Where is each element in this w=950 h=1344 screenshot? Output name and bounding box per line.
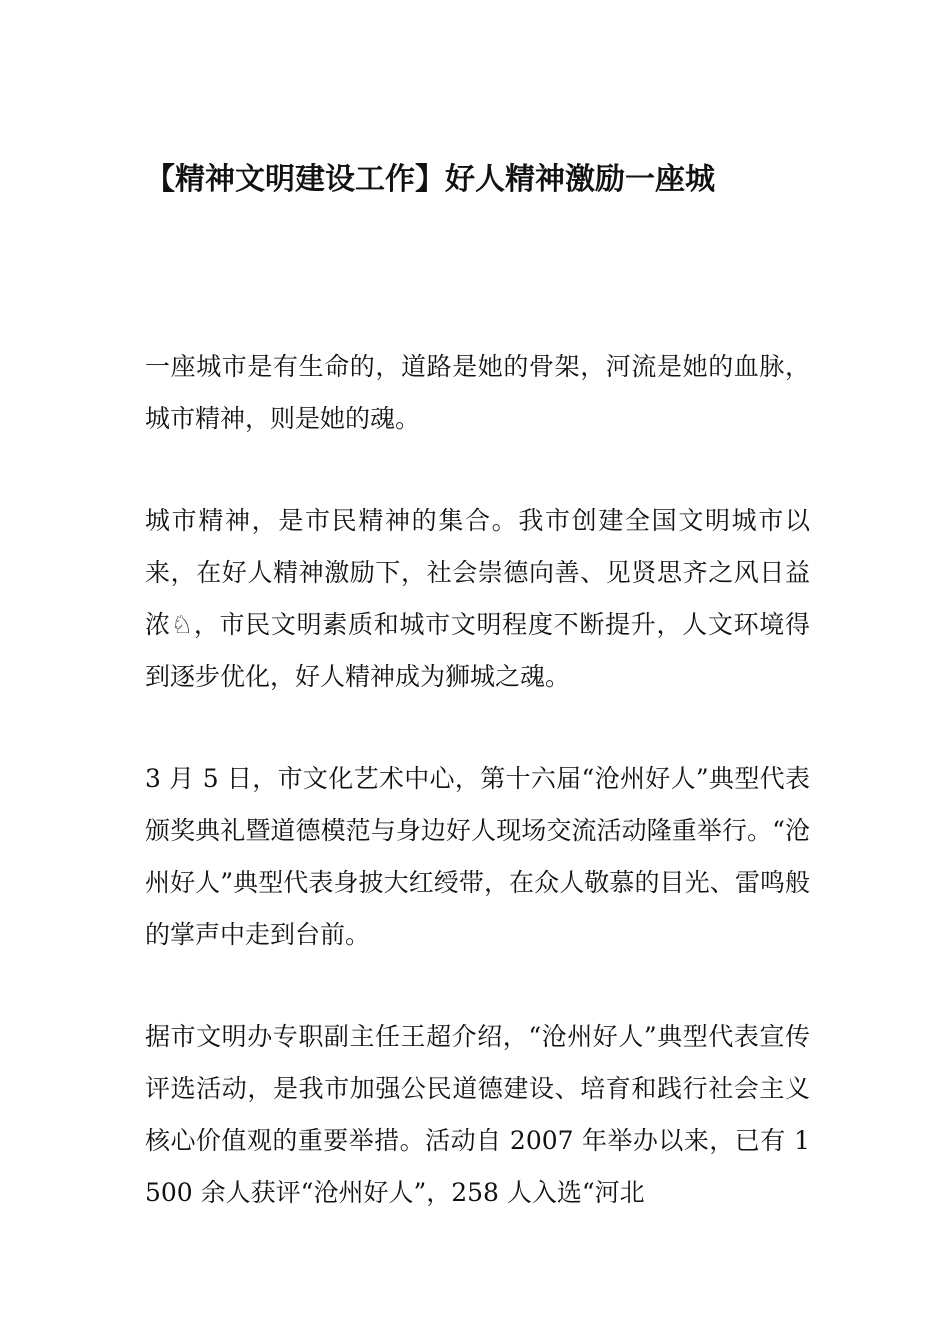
paragraph-4: 据市文明办专职副主任王超介绍，“沧州好人”典型代表宣传评选活动，是我市加强公民道德建设、培育和践行社会主义核心价值观的重要举措。活动自 2007 年举办以来，已有 1500 余人获评“沧州好人”，258 人入选“河北 <box>145 1022 810 1207</box>
document-body <box>145 341 810 1269</box>
document-title: 【精神文明建设工作】好人精神激励一座城 <box>145 162 715 197</box>
paragraph-2: 城市精神，是市民精神的集合。我市创建全国文明城市以来，在好人精神激励下，社会崇德向善、见贤思齐之风日益浓♘，市民文明素质和城市文明程度不断提升，人文环境得到逐步优化，好人精神成为狮城之魂。 <box>145 506 810 691</box>
paragraph-3: 3 月 5 日，市文化艺术中心，第十六届“沧州好人”典型代表颁奖典礼暨道德模范与身边好人现场交流活动隆重举行。“沧州好人”典型代表身披大红绶带，在众人敬慕的目光、雷鸣般的掌声中走到台前。 <box>145 764 810 949</box>
paragraph-1: 一座城市是有生命的，道路是她的骨架，河流是她的血脉，城市精神，则是她的魂。 <box>145 352 810 433</box>
